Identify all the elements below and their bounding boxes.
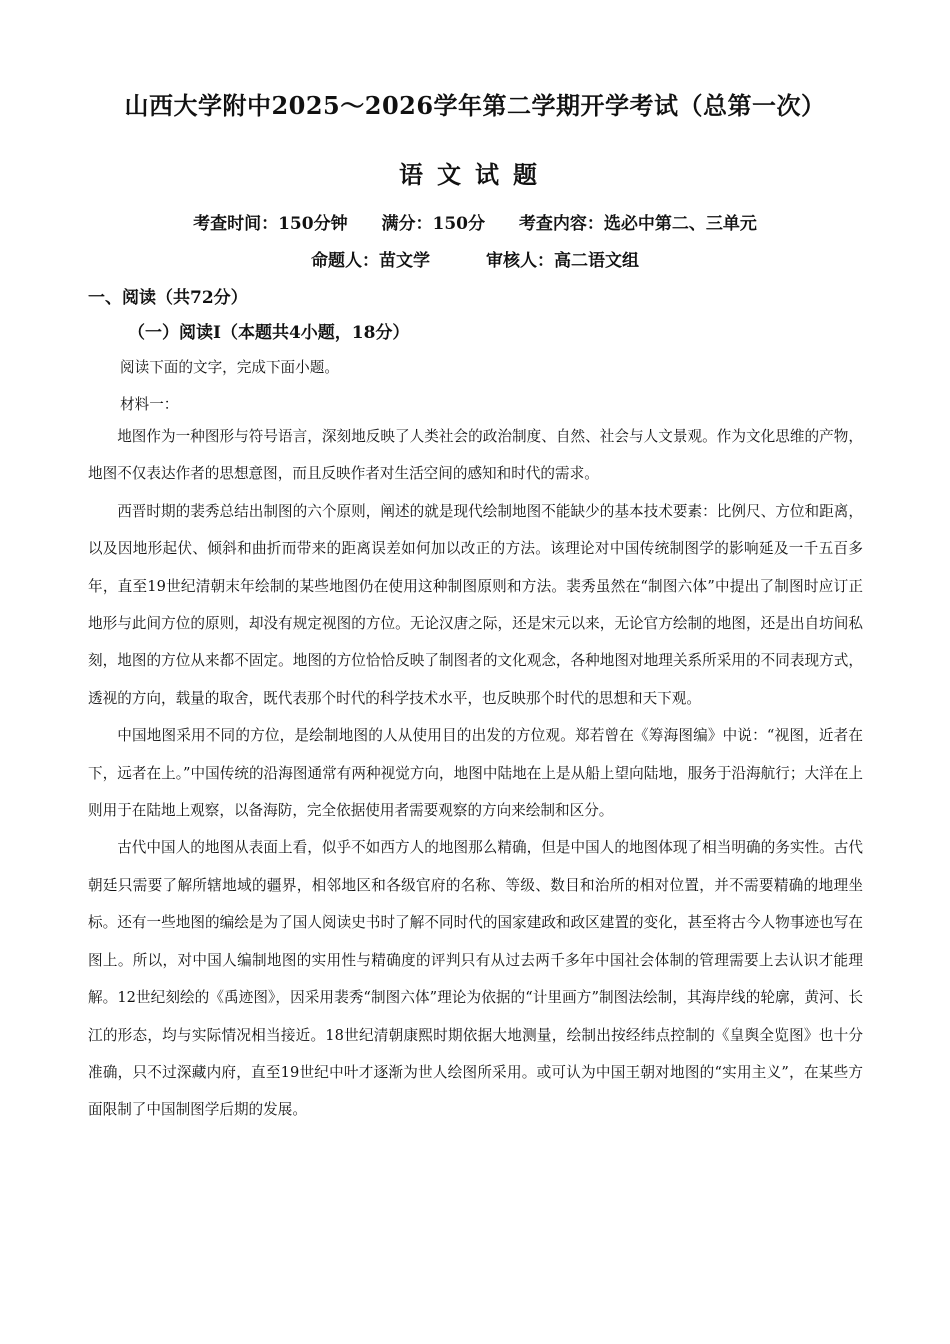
exam-author-row — [0, 246, 950, 271]
subsection-heading: （一）阅读Ⅰ（本题共4小题，18分） — [128, 323, 410, 343]
paragraph-3: 中国地图采用不同的方位，是绘制地图的人从使用目的出发的方位观。郑若曾在《筹海图编》中说：“视图，近者在下，远者在上。”中国传统的沿海图通常有两种视觉方向，地图中陆地在上是从船上望向陆地，服务于沿海航行；大洋在上则用于在陆地上观察，以备海防，完全依据使用者需要观察的方向来绘制和区分。 — [88, 727, 863, 820]
exam-reviewer: 审核人：高二语文组 — [485, 251, 639, 271]
paragraph-2: 西晋时期的裴秀总结出制图的六个原则，阐述的就是现代绘制地图不能缺少的基本技术要素：比例尺、方位和距离，以及因地形起伏、倾斜和曲折而带来的距离误差如何加以改正的方法。该理论对中国传统制图学的影响延及一千五百多年，直至19世纪清朝末年绘制的某些地图仍在使用这种制图原则和方法。裴秀虽然在“制图六体”中提出了制图时应订正地形与此间方位的原则，却没有规定视图的方位。无论汉唐之际，还是宋元以来，无论官方绘制的地图，还是出自坊间私刻，地图的方位从来都不固定。地图的方位恰恰反映了制图者的文化观念，各种地图对地理关系所采用的不同表现方式，透视的方向，载量的取舍，既代表那个时代的科学技术水平，也反映那个时代的思想和天下观。 — [88, 502, 863, 707]
section-heading: 一、阅读（共72分） — [88, 288, 248, 308]
paragraph-1: 地图作为一种图形与符号语言，深刻地反映了人类社会的政治制度、自然、社会与人文景观。作为文化思维的产物，地图不仅表达作者的思想意图，而且反映作者对生活空间的感知和时代的需求。 — [88, 428, 863, 483]
reading-instruction: 阅读下面的文字，完成下面小题。 — [120, 359, 339, 376]
material-label: 材料一： — [120, 396, 179, 413]
exam-author: 命题人：苗文学 — [311, 251, 431, 271]
exam-meta-row — [0, 209, 950, 234]
paragraph-4: 古代中国人的地图从表面上看，似乎不如西方人的地图那么精确，但是中国人的地图体现了相当明确的务实性。古代朝廷只需要了解所辖地域的疆界，相邻地区和各级官府的名称、等级、数目和治所的相对位置，并不需要精确的地理坐标。还有一些地图的编绘是为了国人阅读史书时了解不同时代的国家建政和政区建置的变化，甚至将古今人物事迹也写在图上。所以，对中国人编制地图的实用性与精确度的评判只有从过去两千多年中国社会体制的管理需要上去认识才能理解。12世纪刻绘的《禹迹图》，因采用裴秀“制图六体”理论为依据的“计里画方”制图法绘制，其海岸线的轮廓，黄河、长江的形态，均与实际情况相当接近。18世纪清朝康熙时期依据大地测量，绘制出按经纬点控制的《皇舆全览图》也十分准确，只不过深藏内府，直至19世纪中叶才逐渐为世人绘图所采用。或可认为中国王朝对地图的“实用主义”，在某些方面限制了中国制图学后期的发展。 — [88, 839, 863, 1119]
exam-time: 考查时间：150分钟 — [193, 214, 348, 234]
exam-content: 考查内容：选必中第二、三单元 — [518, 214, 757, 234]
material-body — [88, 418, 863, 1129]
subject-title: 语文试题 — [399, 160, 551, 189]
exam-title: 山西大学附中2025～2026学年第二学期开学考试（总第一次） — [124, 91, 826, 120]
exam-score: 满分：150分 — [381, 214, 485, 234]
